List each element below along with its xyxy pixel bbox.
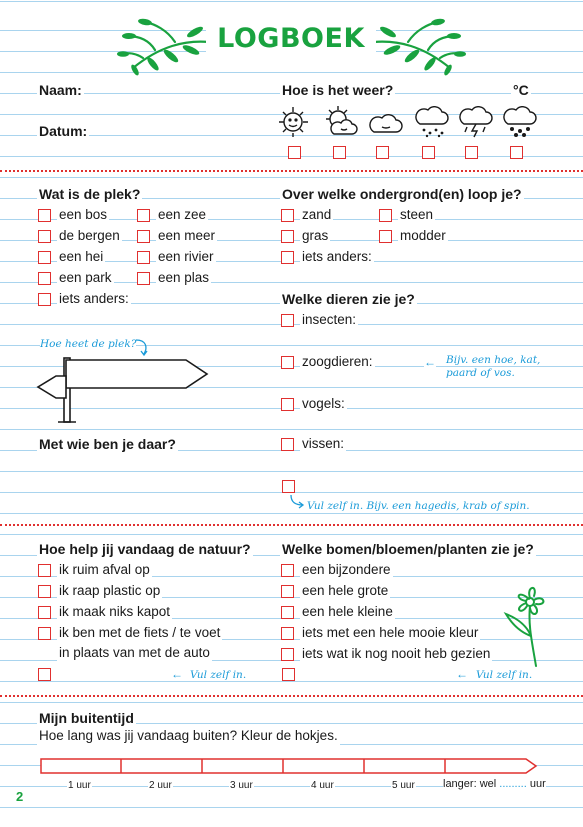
checkbox[interactable] <box>379 209 392 222</box>
checkbox[interactable] <box>137 272 150 285</box>
help-hint: Vul zelf in. <box>190 669 247 681</box>
checkbox[interactable] <box>281 314 294 327</box>
arrow-left-icon: ← <box>171 667 183 681</box>
animal-option-own[interactable] <box>282 480 295 493</box>
curved-arrow-icon <box>288 494 306 510</box>
weather-checkbox-partly-sunny[interactable] <box>333 146 346 159</box>
checkbox[interactable] <box>281 627 294 640</box>
weather-icons <box>276 104 536 140</box>
place-option[interactable]: een hei <box>38 248 105 266</box>
ground-option[interactable]: gras <box>281 227 330 245</box>
checkbox[interactable] <box>281 648 294 661</box>
name-label: Naam: <box>39 82 82 98</box>
checkbox[interactable] <box>137 251 150 264</box>
place-option[interactable]: een rivier <box>137 248 216 266</box>
checkbox[interactable] <box>281 356 294 369</box>
plant-option[interactable]: iets wat ik nog nooit heb gezien <box>281 645 492 663</box>
place-option[interactable]: een zee <box>137 206 208 224</box>
checkbox[interactable] <box>281 438 294 451</box>
company-question: Met wie ben je daar? <box>39 436 176 452</box>
arrow-left-icon: ← <box>456 667 468 681</box>
help-option-continuation: in plaats van met de auto <box>59 645 210 660</box>
animal-option[interactable]: insecten: <box>281 311 358 329</box>
time-bar-outline <box>40 758 538 774</box>
checkbox[interactable] <box>379 230 392 243</box>
help-option[interactable]: ik ben met de fiets / te voet <box>38 624 222 642</box>
date-label: Datum: <box>39 123 88 139</box>
checkbox[interactable] <box>281 606 294 619</box>
checkbox[interactable] <box>137 209 150 222</box>
animals-question: Welke dieren zie je? <box>282 291 415 307</box>
outdoor-title: Mijn buitentijd <box>39 710 134 726</box>
arrow-left-icon: ← <box>424 355 436 369</box>
leaf-ornament-right-icon <box>372 14 468 76</box>
time-tick-label: 2 uur <box>149 780 172 791</box>
hail-cloud-icon <box>502 106 538 138</box>
section-divider <box>0 695 583 697</box>
own-animal-hint: Vul zelf in. Bijv. een hagedis, krab of spin. <box>307 500 530 512</box>
time-tick-label: 4 uur <box>311 780 334 791</box>
plant-option-own[interactable] <box>282 668 295 681</box>
animal-option[interactable]: zoogdieren: <box>281 353 375 371</box>
mammals-hint-line2: paard of vos. <box>446 367 515 379</box>
checkbox[interactable] <box>38 251 51 264</box>
weather-question: Hoe is het weer? <box>282 82 394 98</box>
temperature-unit: °C <box>513 82 529 98</box>
weather-checkbox-storm[interactable] <box>465 146 478 159</box>
checkbox[interactable] <box>38 209 51 222</box>
plant-option[interactable]: een hele grote <box>281 582 390 600</box>
animal-option[interactable]: vissen: <box>281 435 346 453</box>
place-option[interactable]: een park <box>38 269 114 287</box>
place-option[interactable]: de bergen <box>38 227 122 245</box>
sign-hint: Hoe heet de plek? <box>40 338 137 350</box>
checkbox[interactable] <box>281 398 294 411</box>
checkbox[interactable] <box>38 606 51 619</box>
ground-option[interactable]: modder <box>379 227 448 245</box>
longer-field[interactable]: langer: wel ......... uur <box>443 778 546 790</box>
plant-option[interactable]: een hele kleine <box>281 603 395 621</box>
checkbox[interactable] <box>281 251 294 264</box>
checkbox[interactable] <box>137 230 150 243</box>
plants-hint: Vul zelf in. <box>476 669 533 681</box>
checkbox[interactable] <box>281 585 294 598</box>
ground-question: Over welke ondergrond(en) loop je? <box>282 186 522 202</box>
section-divider <box>0 524 583 526</box>
place-question: Wat is de plek? <box>39 186 141 202</box>
storm-cloud-icon <box>458 106 494 138</box>
weather-checkbox-cloudy[interactable] <box>376 146 389 159</box>
sun-icon <box>276 104 310 138</box>
mammals-hint-line1: Bijv. een hoe, kat, <box>446 354 541 366</box>
checkbox[interactable] <box>281 209 294 222</box>
time-tick-label: 3 uur <box>230 780 253 791</box>
cloud-icon <box>368 108 404 136</box>
flower-icon <box>500 580 552 670</box>
page-number: 2 <box>16 789 24 804</box>
plant-option[interactable]: een bijzondere <box>281 561 393 579</box>
plants-question: Welke bomen/bloemen/planten zie je? <box>282 541 534 557</box>
ground-option[interactable]: steen <box>379 206 435 224</box>
weather-checkbox-hail[interactable] <box>510 146 523 159</box>
ground-option[interactable]: zand <box>281 206 333 224</box>
snow-cloud-icon <box>414 106 450 138</box>
signpost-icon <box>36 354 212 426</box>
place-option-other[interactable]: iets anders: <box>38 290 131 308</box>
checkbox[interactable] <box>38 627 51 640</box>
help-option-own[interactable] <box>38 668 51 681</box>
help-option[interactable]: ik ruim afval op <box>38 561 152 579</box>
time-tick-label: 1 uur <box>68 780 91 791</box>
help-question: Hoe help jij vandaag de natuur? <box>39 541 251 557</box>
weather-checkbox-sunny[interactable] <box>288 146 301 159</box>
checkbox[interactable] <box>38 272 51 285</box>
place-option[interactable]: een plas <box>137 269 211 287</box>
weather-checkbox-snow[interactable] <box>422 146 435 159</box>
time-bar[interactable] <box>40 758 538 774</box>
help-option[interactable]: ik maak niks kapot <box>38 603 172 621</box>
sun-cloud-icon <box>322 104 358 138</box>
section-divider <box>0 170 583 172</box>
plant-option[interactable]: iets met een hele mooie kleur <box>281 624 480 642</box>
time-tick-label: 5 uur <box>392 780 415 791</box>
leaf-ornament-left-icon <box>115 14 211 76</box>
ground-option-other[interactable]: iets anders: <box>281 248 374 266</box>
checkbox[interactable] <box>38 564 51 577</box>
checkbox[interactable] <box>38 293 51 306</box>
checkbox[interactable] <box>38 230 51 243</box>
checkbox[interactable] <box>38 585 51 598</box>
place-option[interactable]: een meer <box>137 227 217 245</box>
checkbox[interactable] <box>281 230 294 243</box>
page-title: LOGBOEK <box>206 20 376 58</box>
checkbox[interactable] <box>281 564 294 577</box>
animal-option[interactable]: vogels: <box>281 395 347 413</box>
outdoor-question: Hoe lang was jij vandaag buiten? Kleur de hokjes. <box>39 728 338 743</box>
place-option[interactable]: een bos <box>38 206 109 224</box>
help-option[interactable]: ik raap plastic op <box>38 582 162 600</box>
